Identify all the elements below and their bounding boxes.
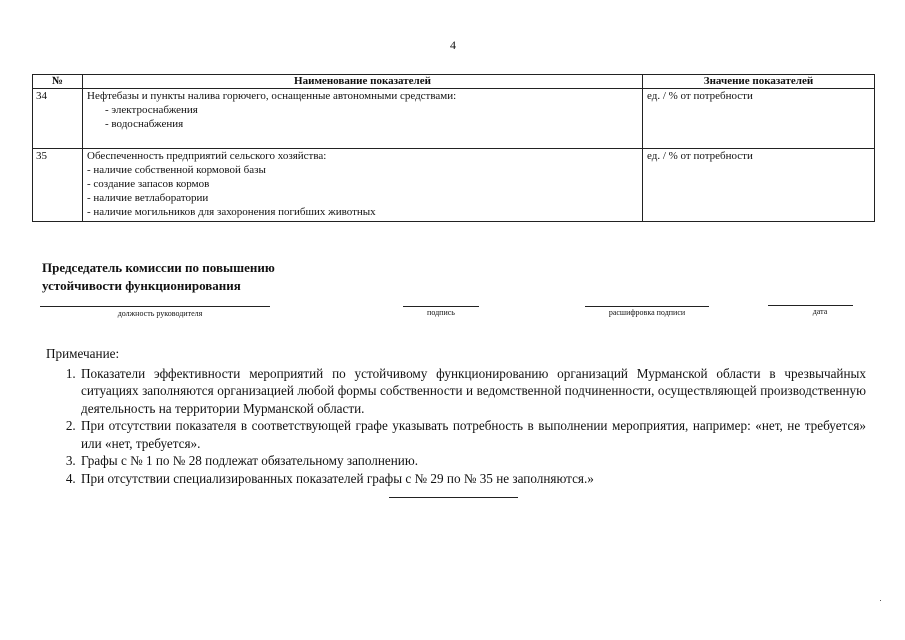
table-header-row [33, 75, 875, 89]
page-number: 4 [450, 38, 456, 52]
chairman-title-line: устойчивости функционирования [42, 278, 241, 293]
table-row [33, 149, 875, 222]
chairman-title-line: Председатель комиссии по повышению [42, 260, 275, 275]
row-number: 34 [33, 89, 83, 149]
indicator-sub-item: - наличие собственной кормовой базы [87, 164, 266, 176]
note-item: 2. При отсутствии показателя в соответствующей графе указывать потребность в выполнении мероприятия, например: «нет, не требуется» или «нет, требуется». [79, 417, 866, 452]
position-line [40, 306, 270, 307]
table-row [33, 89, 875, 149]
indicator-sub-item: - наличие ветлаборатории [87, 192, 209, 204]
notes-list [44, 365, 866, 488]
transcript-line [585, 306, 709, 307]
chairman-title [42, 259, 275, 295]
indicator-sub-item: - водоснабжения [105, 118, 184, 130]
signature-label: подпись [427, 308, 455, 317]
date-line [768, 305, 853, 306]
indicator-value: ед. / % от потребности [643, 149, 875, 222]
row-number: 35 [33, 149, 83, 222]
column-header-number: № [33, 75, 83, 89]
transcript-label: расшифровка подписи [608, 308, 686, 317]
scan-speck [880, 600, 881, 601]
note-item: 4. При отсутствии специализированных показателей графы с № 29 по № 35 не заполняются.» [79, 470, 866, 488]
indicator-name-cell [83, 89, 643, 149]
end-divider [389, 497, 518, 498]
column-header-name: Наименование показателей [83, 75, 643, 89]
note-item: 3. Графы с № 1 по № 28 подлежат обязательному заполнению. [79, 452, 866, 470]
indicator-name-cell [83, 149, 643, 222]
notes-title: Примечание: [46, 346, 120, 361]
column-header-value: Значение показателей [643, 75, 875, 89]
indicator-name: Обеспеченность предприятий сельского хозяйства: [87, 150, 327, 162]
indicator-sub-item: - наличие могильников для захоронения погибших животных [87, 206, 376, 218]
indicator-sub-item: - создание запасов кормов [87, 178, 210, 190]
indicator-name: Нефтебазы и пункты налива горючего, оснащенные автономными средствами: [87, 90, 457, 102]
indicators-table [32, 74, 875, 222]
notes-section [44, 345, 866, 487]
note-item: 1. Показатели эффективности мероприятий по устойчивому функционированию организаций Мурманской области в чрезвычайных ситуациях заполняются организацией любой формы собственности и ведомственной подчиненности, осуществляющей производственную деятельность на территории Мурманской области. [79, 365, 866, 418]
indicator-value: ед. / % от потребности [643, 89, 875, 149]
indicator-sub-item: - электроснабжения [105, 104, 198, 116]
date-label: дата [812, 307, 828, 316]
position-label: должность руководителя [117, 309, 203, 318]
signature-line [403, 306, 479, 307]
